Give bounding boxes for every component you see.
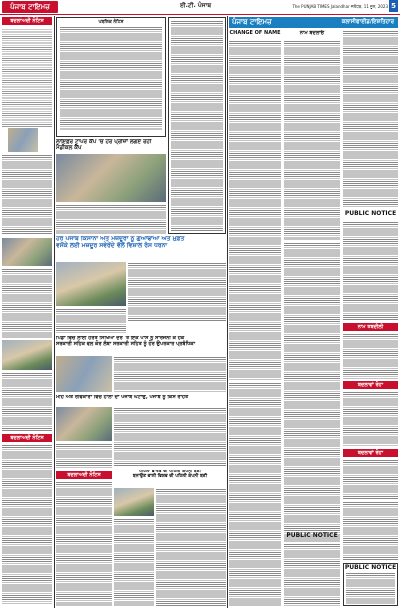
left-notice-header — [2, 17, 52, 27]
article-1-text — [56, 204, 166, 234]
left-photo-2 — [2, 238, 52, 266]
naam-tabdili-header — [343, 323, 398, 332]
column-divider-1 — [54, 16, 55, 608]
left-photo-3 — [2, 340, 52, 370]
article-2-text-b — [56, 308, 126, 334]
mid-public-notice-text — [60, 26, 162, 130]
classified-header — [229, 17, 398, 28]
left-article-text — [2, 154, 52, 234]
left-notice-title: ਬਦਲਾਅਦੀ ਨੋਟਿਸ — [2, 17, 52, 25]
left-notice-text — [2, 28, 52, 128]
bottom-feature-line-2: ਬਨਾਉਣ ਵਾਲੀ ਵਿਸ਼ਵ ਦੀ ਪਹਿਲੀ ਕੰਪਨੀ ਬਣੀ — [132, 473, 208, 479]
public-notice-2-header — [284, 532, 340, 542]
headline-3-line-2: ਸਰਕਾਰੀ ਸਹਿਕ ਵਲ ਕੋਰ ਲੰਬਾ ਸਰਕਾਰੀ ਸਹਿਤ ਨੂੰ ਹੋਰ ਉਪਰਕਾਰ ਪ੍ਰਬੰਧਿਕਾ — [56, 340, 196, 347]
headline-2-line-1: ਹਰ ਪੰਜਾਬ ਕਿਸਾਨਾਂ ਅਤੇ ਮਜ਼ਦੂਰਾਂ ਨੂੰ ਗੁਆਂਢਾਂਆਂ ਅਤੇ ਮੁਫ਼ਤ — [56, 236, 185, 242]
left-article-text-2 — [2, 268, 52, 338]
medical-camp-photo — [56, 154, 166, 202]
bottom-feature-text — [156, 488, 226, 606]
badlaav-header — [343, 381, 398, 390]
right-notice-text — [343, 30, 398, 208]
headline-2-line-2: ਵਸੋਂਕੇ ਲਈ ਮਜ਼ਦੂਰ ਸਵੇਰੇਂਦੇ ਵੱਲੋਂ ਵਿਸ਼ਾਲ ਰੋਸ ਧਰਨਾ — [56, 241, 168, 249]
badlaav-title: ਬਦਲਾਵਾਂ ਰੋਹਾ — [343, 381, 398, 389]
article-3-photo — [56, 356, 112, 392]
headline-4 — [56, 395, 226, 405]
classified-title: ਕਲਾਸੀਫਾਈਡ/ਇਸ਼ਤਿਹਾਰ — [341, 19, 394, 25]
naam-tabdili-text — [343, 333, 398, 379]
left-article-text-3 — [2, 372, 52, 432]
public-notice-2-title: PUBLIC NOTICE — [286, 532, 338, 539]
bottom-feature-headline — [114, 470, 226, 486]
naam-tabdili-title: ਨਾਮ ਤਬਦੀਲੀ — [343, 323, 398, 331]
masthead-rule — [0, 14, 400, 15]
public-notice-text — [343, 221, 398, 321]
change-of-name-header — [229, 30, 281, 39]
naam-badlao-title: ਨਾਮ ਬਦਲਾਓ — [299, 30, 325, 36]
public-notice-3-box — [343, 563, 398, 606]
right-bottom-text — [343, 501, 398, 561]
change-of-name-text — [229, 40, 281, 380]
headline-3-line-1: ਪਿੰਡਾਂ ਵਿੱਚ ਲਾਈ ਹਰਤ ਸਿੱਖਿਆ ਦਰ 'ਤੇ ਇੱਕ ਪਾਸੇ ਨੂੰ ਸਾਰਜਨੀ ਕੋ ਹਕ — [56, 336, 185, 341]
newspaper-logo: ਪੰਜਾਬ ਟਾਇਮਜ਼ — [2, 1, 58, 13]
naam-badlao-header — [284, 30, 340, 39]
change-of-name-title: CHANGE OF NAME — [229, 30, 281, 36]
public-notice-3-title: PUBLIC NOTICE — [344, 564, 397, 571]
public-notice-header — [343, 210, 398, 220]
left-notice-header-2 — [2, 434, 52, 443]
left-notice-text-2 — [2, 444, 52, 604]
badlaav-text-2 — [343, 459, 398, 499]
change-of-name-text-2 — [229, 382, 281, 606]
mid-bottom-notice-text — [56, 481, 112, 606]
headline-1 — [56, 139, 166, 153]
mid-bottom-notice-title: ਬਦਲਾਅਦੀ ਨੋਟਿਸ — [56, 471, 112, 479]
mid-public-notice-title: ਪਬਲਿਕ ਨੋਟਿਸ — [98, 20, 124, 25]
article-2-text — [128, 262, 226, 322]
bottom-feature-photo — [114, 488, 154, 516]
mid-notices-column — [168, 17, 226, 234]
public-notice-2-text — [284, 543, 340, 606]
bottom-feature-line-1: ਪਹਿਲਾ ਭਾਰਤ ਦੀ ਪਹਿਲੀ ਕੰਪਨੀ ਬਣੀ — [138, 470, 202, 474]
headline-4-text: ਮੀਂਹ ਅਤੇ ਰਵਿੰਕਾਰਾਂ ਵਿੱਚ ਹਾਲਾਂ ਦਾ ਪੰਜਾਬ ਘਟਾਉ, ਪੰਜਾਬ ਨੂੰ ਕਿਸੇ ਰਾਹਤ — [56, 395, 189, 400]
mid-bottom-notice-header — [56, 471, 112, 480]
headline-2 — [56, 236, 226, 260]
bottom-feature-text-b — [114, 518, 154, 606]
mid-public-notice — [56, 17, 166, 137]
page-section-label: ਈ.ਟੀ. ਪੰਜਾਬ — [180, 2, 212, 9]
article-4-photo — [56, 407, 112, 441]
classified-logo: ਪੰਜਾਬ ਟਾਇਮਜ਼ — [232, 18, 272, 26]
masthead — [0, 0, 400, 14]
article-3-text — [114, 356, 226, 392]
mid-notices-text — [171, 20, 223, 231]
article-4-text-b — [56, 443, 112, 469]
public-notice-3-text — [346, 572, 395, 604]
headline-3 — [56, 336, 226, 354]
badlaav-header-2 — [343, 449, 398, 458]
page-number: 5 — [389, 0, 398, 12]
page-date: The PUNJAB TIMES Jalandhar ਜਲੰਧਰ, 11 ਜੂਨ, 2023 — [292, 4, 388, 9]
protest-photo — [56, 262, 126, 306]
badlaav-text — [343, 391, 398, 447]
column-divider-2 — [227, 16, 228, 608]
naam-badlao-text — [284, 40, 340, 240]
badlaav-title-2: ਬਦਲਾਵਾਂ ਰੋਹਾ — [343, 449, 398, 457]
headline-1-text: ਲਾਇਫ਼ਰ ਟਾਪਰ ਕੈਂਪ 'ਚ ਹਰ ਪ੍ਰੀਜ਼ਾਂ ਲਗਏ ਰਹੀ ਮੈਡੀਕਲ ਕੈਂਪ — [56, 139, 152, 152]
mid-right-text — [284, 242, 340, 542]
left-portrait-photo — [8, 128, 38, 152]
public-notice-title: PUBLIC NOTICE — [344, 210, 397, 217]
left-notice-title-2: ਬਦਲਾਅਦੀ ਨੋਟਿਸ — [2, 434, 52, 442]
article-4-text — [114, 407, 226, 467]
